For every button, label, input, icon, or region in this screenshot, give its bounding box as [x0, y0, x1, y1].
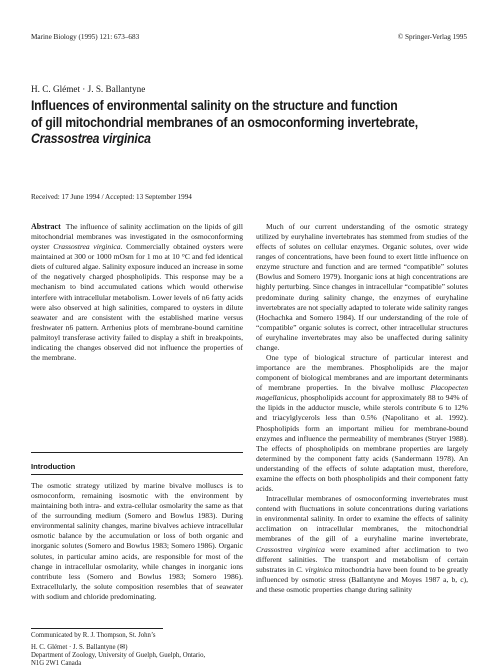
- author-list: H. C. Glémet · J. S. Ballantyne: [31, 84, 146, 94]
- p3-text-a: Intracellular membranes of osmoconforming invertebrates must contend with fluctuations in solute concentrations during variations in environmental salinity. In order to examine the effects of salinity acclimation on intracellular membranes, the mitochondrial membranes of the gill of a euryhaline marine invertebrate,: [256, 494, 468, 544]
- section-divider-top: [31, 452, 243, 453]
- right-paragraph-3: [256, 494, 468, 595]
- title-line-2: of gill mitochondrial membranes of an osmoconforming invertebrate,: [31, 114, 418, 130]
- p3-species-short: C. virginica: [296, 564, 333, 574]
- p2-text-a: One type of biological structure of particular interest and importance are the membranes. Phospholipids are the major component of biological membranes and are important determinants of membrane properties. In the bivalve mollusc: [256, 353, 468, 393]
- footnote-divider: [31, 628, 163, 629]
- right-column: [256, 222, 468, 595]
- p3-text-c: mitochondria have been found to be greatly influenced by osmotic stress (Ballantyne and Moyes 1987 a, b, c), and these osmotic properties change during salinity: [256, 564, 468, 594]
- copyright-notice: © Springer-Verlag 1995: [397, 33, 467, 41]
- article-title: [31, 98, 427, 148]
- address-postal-code: N1G 2W1 Canada: [31, 660, 82, 668]
- p3-text-b: were examined after acclimation to two different salinities. The transport and metabolism of certain substrates in: [256, 544, 468, 574]
- title-line-1: Influences of environmental salinity on the structure and function: [31, 98, 398, 113]
- abstract-paragraph: [31, 222, 243, 363]
- abstract-text-a: The influence of salinity acclimation on the lipids of gill mitochondrial membranes was investigated in the osmoconforming oyster: [31, 222, 243, 252]
- title-line-3-species: Crassostrea virginica: [31, 131, 151, 147]
- introduction-heading: Introduction: [31, 462, 76, 471]
- running-head: [31, 33, 467, 41]
- abstract-block: [31, 222, 243, 363]
- correspondence-address: [31, 644, 246, 669]
- p2-species: Placopecten magellanicus: [256, 383, 468, 403]
- right-paragraph-1: Much of our current understanding of the osmotic strategy utilized by euryhaline invertebrates has stemmed from studies of the effects of solutes on cellular enzymes. Organic solutes, over wide ranges of concentrations, have been found to exert little influence on enzyme structure and function and are termed “compatible” solutes (Bowlus and Somero 1979). Inorganic ions at high concentrations are highly perturbing. Since changes in intracellular “compatible” solutes predominate during salinity change, the enzymes of euryhaline invertebrates are not specially adapted to tolerate wide salinity ranges (Hochachka and Somero 1984). If our understanding of the role of “compatible” organic solutes is correct, other intracellular structures of euryhaline invertebrates may also be unaffected during salinity change.: [256, 222, 468, 352]
- section-divider-bottom: [31, 474, 243, 475]
- abstract-label: Abstract: [31, 222, 61, 231]
- right-paragraph-2: [256, 353, 468, 494]
- address-authors: H. C. Glémet · J. S. Ballantyne (✉): [31, 644, 128, 651]
- p2-text-b: , phospholipids account for approximately 88 to 94% of the lipids in the adductor muscle, while sterols contribute 6 to 12% and triacylglycerols less than 0.5% (Napolitano et al. 1992). Phospholipids form an important milieu for membrane-bound enzymes and influence the permeability of membranes (Stryer 1988). The effects of phospholipids on membrane properties are largely determined by the component fatty acids (Sandermann 1978). An understanding of the effects of solute adaptation must, therefore, examine the effects on both phospholipids and their component fatty acids.: [256, 393, 468, 494]
- address-department: Department of Zoology, University of Guelph, Guelph, Ontario,: [31, 652, 206, 660]
- abstract-text-b: . Commercially obtained oysters were maintained at 300 or 1000 mOsm for 1 mo at 10 °C and fed identical diets of cultured algae. Salinity exposure induced an increase in some of the negatively charged phospholipids. This response may be a mechanism to bind accumulated cations which would otherwise interfere with intracellular metabolism. Lower levels of n6 fatty acids were also observed at high salinities, compared to oysters in dilute seawater and are consistent with the established marine versus freshwater n6 pattern. Arrhenius plots of membrane-bound carnitine palmitoyl transferase activity failed to display a shift in breakpoints, indicating the changes observed did not influence the properties of the membrane.: [31, 242, 243, 363]
- abstract-species: Crassostrea virginica: [53, 242, 121, 252]
- introduction-block: [31, 481, 243, 602]
- communicated-by: Communicated by R. J. Thompson, St. John’s: [31, 632, 156, 639]
- journal-citation: Marine Biology (1995) 121: 673–683: [31, 33, 140, 41]
- received-accepted-dates: Received: 17 June 1994 / Accepted: 13 September 1994: [31, 193, 192, 201]
- p3-species: Crassostrea virginica: [256, 544, 325, 554]
- introduction-paragraph: The osmotic strategy utilized by marine bivalve molluscs is to osmoconform, remaining isosmotic with the environment by maintaining both intra- and extra-cellular osmolarity the same as that of the surrounding medium (Somero and Bowlus 1983). During environmental salinity changes, marine bivalves achieve intracellular osmotic balance by the accumulation or loss of both organic and inorganic solutes (Somero and Bowlus 1983; Somero 1986). Organic solutes, in particular amino acids, are responsible for most of the change in intracellular osmolarity, while changes in inorganic ions contribute less (Somero and Bowlus 1983; Somero 1986). Extracellularly, the solute composition resembles that of seawater with sodium and chloride predominating.: [31, 481, 243, 601]
